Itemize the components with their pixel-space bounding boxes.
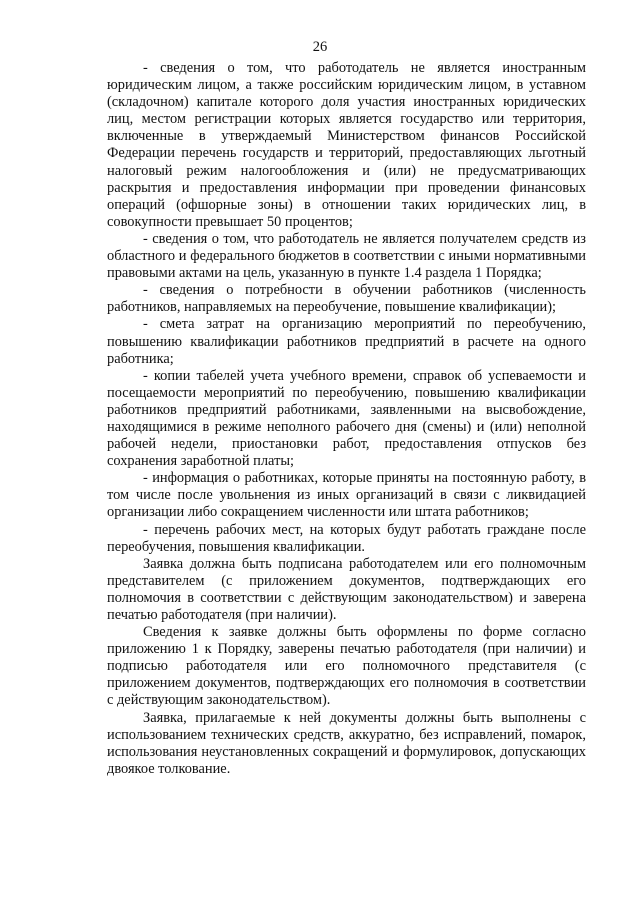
paragraph-timesheet-copies: - копии табелей учета учебного времени, справок об успеваемости и посещаемости мероприятий по переобучению, повышению квалификации работников предприятий работниками, заявленными на высвобождение, находящимися в режиме неполного рабочего дня (смены) и (или) неполной рабочей недели, приостановки работ, предоставления отпусков без сохранения заработной платы; [107,367,586,470]
paragraph-application-requirements: Заявка, прилагаемые к ней документы должны быть выполнены с использованием технических средств, аккуратно, без исправлений, помарок, использования неустановленных сокращений и формулировок, допускающих двоякое толкование. [107,709,586,777]
paragraph-hired-workers-info: - информация о работниках, которые приняты на постоянную работу, в том числе после увольнения из иных организаций в связи с ликвидацией организации либо сокращением численности или штата работников; [107,470,586,521]
page-number: 26 [312,39,328,55]
paragraph-budget-funds-info: - сведения о том, что работодатель не является получателем средств из областного и федерального бюджетов в соответствии с иными нормативными правовыми актами на цель, указанную в пункте 1.4 раздела 1 Порядка; [107,230,586,282]
document-body [107,60,586,778]
paragraph-workplaces-list: - перечень рабочих мест, на которых будут работать граждане после переобучения, повышения квалификации. [107,521,586,555]
paragraph-cost-estimate: - смета затрат на организацию мероприятий по переобучению, повышению квалификации работников предприятий в расчете на одного работника; [107,316,586,367]
paragraph-offshore-info: - сведения о том, что работодатель не является иностранным юридическим лицом, а также российским юридическим лицом, в уставном (складочном) капитале которого доля участия иностранных юридических лиц, местом регистрации которых является государство или территория, включенные в утверждаемый Министерством финансов Российской Федерации перечень государств и территорий, предоставляющих льготный налоговый режим налогообложения и (или) не предусматривающих раскрытия и предоставления информации при проведении финансовых операций (офшорные зоны) в отношении таких юридических лиц, в совокупности превышает 50 процентов; [107,60,586,230]
paragraph-application-signature: Заявка должна быть подписана работодателем или его полномочным представителем (с приложением документов, подтверждающих его полномочия в соответствии с действующим законодательством) и заверена печатью работодателя (при наличии). [107,555,586,623]
paragraph-training-needs: - сведения о потребности в обучении работников (численность работников, направляемых на переобучение, повышение квалификации); [107,282,586,316]
paragraph-application-form: Сведения к заявке должны быть оформлены по форме согласно приложению 1 к Порядку, заверены печатью работодателя (при наличии) и подписью работодателя или его полномочного представителя (с приложением документов, подтверждающих его полномочия в соответствии с действующим законодательством). [107,624,586,709]
